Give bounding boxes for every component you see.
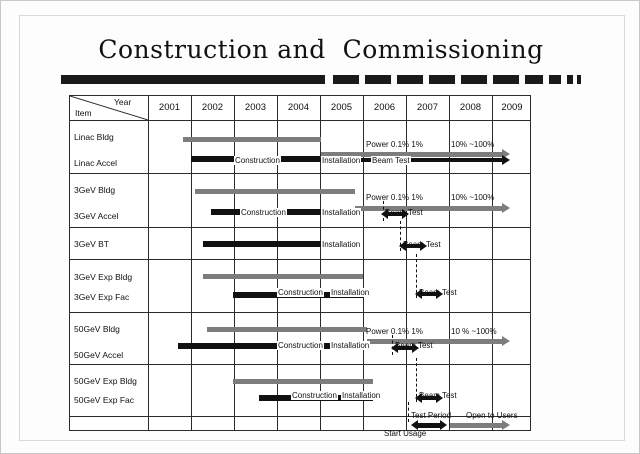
bar-open-to-users xyxy=(450,423,502,428)
corner-item-label: Item xyxy=(75,108,92,118)
label-installation-50gev-exp: Installation xyxy=(342,391,381,400)
label-open-to-users: Open to Users xyxy=(466,411,518,420)
corner-year-label: Year xyxy=(114,97,132,107)
year-header-2003: 2003 xyxy=(244,102,267,113)
label-ramp-50gev: 10 % ~100% xyxy=(451,327,497,336)
bar-3gev-bldg-construction xyxy=(195,189,355,194)
title-decor-rule xyxy=(61,75,581,84)
label-ramp-3gev: 10% ~100% xyxy=(451,193,495,202)
year-header-2001: 2001 xyxy=(158,102,181,113)
row-label-50gev-exp-bldg: 50GeV Exp Bldg xyxy=(74,376,137,386)
grid-hline xyxy=(70,120,530,121)
row-label-linac-bldg: Linac Bldg xyxy=(74,132,114,142)
bar-50gev-bldg-construction xyxy=(207,327,367,332)
label-test-period: Test Period xyxy=(411,411,452,420)
bar-50gev-exp-bldg xyxy=(233,379,373,384)
year-header-2009: 2009 xyxy=(501,102,523,113)
year-header-2006: 2006 xyxy=(373,102,396,113)
bar-3gev-bldg-operation xyxy=(355,206,502,211)
year-header-2005: 2005 xyxy=(330,102,353,113)
label-construction-50gev-exp: Construction xyxy=(292,391,337,400)
grid-vline xyxy=(148,96,149,430)
row-label-3gev-bt: 3GeV BT xyxy=(74,239,109,249)
label-installation-linac: Installation xyxy=(322,156,361,165)
label-beam-test-linac: Beam Test xyxy=(372,156,410,165)
label-installation-3gev: Installation xyxy=(322,208,361,217)
grid-hline xyxy=(70,173,530,174)
year-header-2008: 2008 xyxy=(459,102,482,113)
label-ramp-linac: 10% ~100% xyxy=(451,140,495,149)
year-header-2007: 2007 xyxy=(416,102,439,113)
arrowhead-open-to-users xyxy=(502,420,510,430)
schedule-chart xyxy=(69,95,531,438)
bar-50gev-bldg-operation xyxy=(367,339,502,344)
label-beam-test-3gev-bt: Beam Test xyxy=(403,240,441,249)
dash-start-usage xyxy=(408,402,409,422)
grid-hline xyxy=(70,364,530,365)
row-label-50gev-exp-fac: 50GeV Exp Fac xyxy=(74,395,135,405)
row-label-50gev-bldg: 50GeV Bldg xyxy=(74,324,120,334)
row-label-linac-accel: Linac Accel xyxy=(74,158,117,168)
page-title: Construction and Commissioning xyxy=(98,35,544,64)
label-power-50gev: Power 0.1% 1% xyxy=(366,327,423,336)
row-label-50gev-accel: 50GeV Accel xyxy=(74,350,124,360)
arrowhead-50gev-bldg xyxy=(502,336,510,346)
grid-hline xyxy=(70,416,530,417)
label-construction-3gev: Construction xyxy=(241,208,286,217)
label-power-linac: Power 0.1% 1% xyxy=(366,140,423,149)
grid-hline xyxy=(70,312,530,313)
grid-hline xyxy=(70,227,530,228)
arrow-test-period xyxy=(418,423,440,428)
year-header-2004: 2004 xyxy=(287,102,310,113)
label-beam-test-3gev-exp: Beam Test xyxy=(419,288,457,297)
label-start-usage: Start Usage xyxy=(384,429,427,438)
arrowhead-linac-accel xyxy=(502,155,510,165)
label-construction-linac: Construction xyxy=(235,156,280,165)
label-installation-3gev-exp: Installation xyxy=(331,288,370,297)
row-label-3gev-exp-fac: 3GeV Exp Fac xyxy=(74,292,130,302)
bar-3gev-exp-bldg xyxy=(203,274,363,279)
bar-linac-bldg-construction xyxy=(183,137,321,142)
row-label-3gev-accel: 3GeV Accel xyxy=(74,211,119,221)
label-installation-50gev: Installation xyxy=(331,341,370,350)
year-header-2002: 2002 xyxy=(201,102,224,113)
label-construction-50gev: Construction xyxy=(278,341,323,350)
label-beam-test-50gev-accel: Beam Test xyxy=(395,341,433,350)
label-beam-test-50gev-exp: Beam Test xyxy=(419,391,457,400)
grid-vline xyxy=(449,96,450,430)
label-beam-test-3gev-accel: Beam Test xyxy=(385,208,423,217)
row-label-3gev-exp-bldg: 3GeV Exp Bldg xyxy=(74,272,133,282)
row-label-3gev-bldg: 3GeV Bldg xyxy=(74,185,116,195)
label-power-3gev: Power 0.1% 1% xyxy=(366,193,423,202)
grid-vline xyxy=(191,96,192,430)
label-installation-3gev-bt: Installation xyxy=(322,240,361,249)
grid-hline xyxy=(70,259,530,260)
label-construction-3gev-exp: Construction xyxy=(278,288,323,297)
arrowhead-3gev-bldg xyxy=(502,203,510,213)
